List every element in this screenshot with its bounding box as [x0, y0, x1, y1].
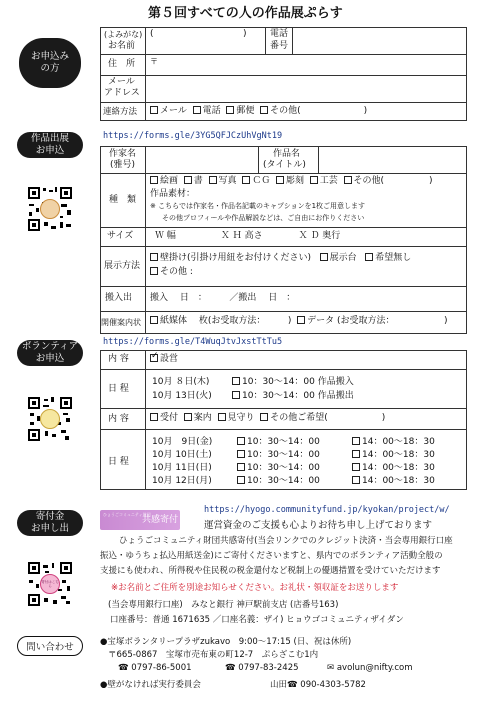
contact-address: 〒665-0867 宝塚市売布東の町12-7 ぷらざこむ1内 — [108, 650, 319, 660]
setup-schedule-label: 日 程 — [108, 384, 129, 394]
checkbox-phone[interactable] — [193, 106, 201, 114]
setup-date-1: 10月 ８日(木) — [152, 377, 210, 387]
checkbox-reception[interactable] — [150, 413, 158, 421]
checkbox-calligraphy[interactable] — [184, 176, 192, 184]
checkbox-am-4[interactable] — [237, 476, 245, 484]
contact-method-label: 連絡方法 — [103, 107, 138, 117]
donation-lead: 運営資金のご支援も心よりお待ち申し上げております — [204, 520, 433, 531]
contact-mail[interactable]: ✉ avolun@nifty.com — [327, 663, 413, 673]
name-label: お名前 — [108, 41, 136, 51]
checkbox-data[interactable] — [297, 316, 305, 324]
checkbox-pm-1[interactable] — [352, 437, 360, 445]
donation-text-3: 支援にも使われ、所得税や住民税の税金還付など税制上の優遇措置を受けていただけます — [100, 566, 441, 576]
checkbox-other[interactable] — [260, 106, 268, 114]
checkbox-painting[interactable] — [150, 176, 158, 184]
exhibit-pill: 作品出展 お申込 — [17, 132, 83, 158]
display-method-label: 展示方法 — [104, 261, 141, 271]
qr-badge — [40, 409, 60, 429]
vol-date-3: 10月 11日(日) — [152, 463, 212, 473]
checkbox-pm-3[interactable] — [352, 463, 360, 471]
work-title-input[interactable] — [319, 147, 466, 172]
qr-badge: 寄付はこちら — [40, 574, 60, 594]
donation-banner-sub: ひょうごコミュニティ財団 — [103, 512, 151, 517]
vol-date-1: 10月 9日(金) — [152, 437, 213, 447]
setup-content-label: 内 容 — [108, 354, 129, 364]
checkbox-am-1[interactable] — [237, 437, 245, 445]
mail-input[interactable] — [146, 76, 466, 101]
kind-options: 絵画 書 写真 ＣＧ 彫刻 工芸 その他( ) — [150, 176, 433, 187]
exhibit-qr-code[interactable] — [27, 186, 73, 232]
caption-note-2: その他プロフィールや作品解説などは、ご自由にお作りください — [162, 214, 365, 222]
checkbox-photo[interactable] — [209, 176, 217, 184]
checkbox-watch[interactable] — [218, 413, 226, 421]
checkbox-guide[interactable] — [184, 413, 192, 421]
exhibit-form-link[interactable]: https://forms.gle/3YG5QFJCzUhVgNt19 — [103, 131, 283, 141]
checkbox-sculpture[interactable] — [276, 176, 284, 184]
donation-qr-code[interactable] — [27, 561, 73, 607]
account-info: 口座番号：普通 1671635 ／口座名義：ザイ) ヒョウゴコミュニティザイダン — [110, 615, 404, 625]
page-title: 第５回すべての人の作品展ぷらす — [148, 6, 343, 21]
checkbox-stand[interactable] — [320, 253, 328, 261]
checkbox-mail[interactable] — [150, 106, 158, 114]
checkbox-am-3[interactable] — [237, 463, 245, 471]
display-method-options: 壁掛け(引掛け用紐をお付けください) 展示台 希望無し — [150, 253, 411, 264]
roles-content-label: 内 容 — [108, 414, 129, 424]
donation-banner-title: 共感寄付 — [142, 515, 179, 525]
contact-tel: ☎ 0797-86-5001 — [118, 663, 192, 673]
donation-banner[interactable] — [100, 510, 180, 530]
contact-org-2: ●壁がなければ実行委員会 — [100, 680, 201, 690]
material-input[interactable] — [200, 188, 465, 199]
invitation-options: 紙媒体 枚(お受取方法： ) データ (お受取方法： ) — [150, 316, 448, 327]
setup-date-2: 10月 13日(火) — [152, 391, 212, 401]
transport-value: 搬入 日 ： ／搬出 日 ： — [150, 293, 296, 303]
bank-info: (当会専用銀行口座) みなと銀行 神戸駅前支店 (店番号163) — [108, 600, 339, 610]
contact-org-1: ●宝塚ボランタリープラザzukavo 9:00～17:15 (日、祝は休所) — [100, 637, 352, 647]
phone-label: 電話 — [270, 29, 289, 39]
address-label: 住 所 — [108, 59, 136, 69]
author-label: 作家名 — [109, 149, 137, 159]
invitation-label: 開催案内状 — [101, 318, 141, 327]
checkbox-role-other[interactable] — [260, 413, 268, 421]
checkbox-am-2[interactable] — [237, 450, 245, 458]
author-input[interactable] — [146, 147, 257, 172]
apply-pill: お申込み の方 — [19, 38, 81, 88]
checkbox-pm-2[interactable] — [352, 450, 360, 458]
mail-label: メール — [108, 77, 135, 87]
setup-option: ✓ 設営 — [151, 351, 179, 364]
size-value: Ｗ 幅 Ｘ Ｈ 高さ Ｘ Ｄ 奥行 — [155, 231, 341, 241]
name-input[interactable] — [146, 38, 264, 53]
qr-badge — [40, 199, 60, 219]
volunteer-qr-code[interactable] — [27, 396, 73, 442]
contact-org-2-phone: 山田☎ 090-4303-5782 — [270, 680, 366, 690]
vol-date-2: 10月 10日(土) — [152, 450, 212, 460]
material-label: 作品素材： — [150, 189, 196, 199]
size-label: サイズ — [107, 231, 134, 241]
checkbox-no-preference[interactable] — [365, 253, 373, 261]
volunteer-form-link[interactable]: https://forms.gle/T4WuqJtvJxstTtTu5 — [103, 337, 283, 347]
checkbox-pm-4[interactable] — [352, 476, 360, 484]
work-title-label: 作品名 — [273, 149, 301, 159]
vol-date-4: 10月 12日(月) — [152, 476, 212, 486]
caption-note-1: ※ こちらでは作家名・作品名記載のキャプションを1枚ご用意します — [150, 202, 366, 210]
contact-fax: ☎ 0797-83-2425 — [225, 663, 299, 673]
checkbox-cg[interactable] — [242, 176, 250, 184]
checkbox-setup-slot-2[interactable] — [232, 391, 240, 399]
address-input[interactable] — [146, 55, 466, 74]
role-options: 受付 案内 見守り その他ご希望( ) — [150, 413, 385, 424]
furigana-label: (よみがな) — [104, 30, 143, 39]
donation-notice: ※お名前とご住所を別途お知らせください。お礼状・領収証をお送りします — [111, 583, 399, 593]
roles-schedule-label: 日 程 — [108, 457, 129, 467]
transport-label: 搬入出 — [105, 293, 133, 303]
checkbox-paper[interactable] — [150, 316, 158, 324]
donation-text-2: 振込・ゆうちょ払込用紙送金)にご寄付くださいますと、県内でのボランティア活動全般の — [100, 551, 443, 561]
checkbox-setup-slot-1[interactable] — [232, 377, 240, 385]
contact-method-options: メール 電話 郵便 その他( ) — [150, 106, 367, 117]
donation-text-1: ひょうごコミュニティ財団共感寄付(当会リンクでのクレジット決済・当会専用銀行口座 — [119, 536, 453, 546]
checkbox-post[interactable] — [226, 106, 234, 114]
checkbox-craft[interactable] — [310, 176, 318, 184]
checkbox-kind-other[interactable] — [344, 176, 352, 184]
donation-pill: 寄付金 お申し出 — [17, 510, 83, 536]
kind-label: 種 類 — [109, 195, 137, 205]
checkbox-method-other[interactable] — [150, 267, 158, 275]
postal-mark: 〒 — [150, 57, 158, 66]
checkbox-wall[interactable] — [150, 253, 158, 261]
phone-input[interactable] — [293, 28, 466, 53]
volunteer-pill: ボランティア お申込 — [17, 340, 83, 366]
donation-link[interactable]: https://hyogo.communityfund.jp/kyokan/project/w/ — [204, 505, 450, 515]
checkbox-setup[interactable]: ✓ — [151, 351, 159, 361]
contact-pill: 問い合わせ — [17, 636, 83, 656]
